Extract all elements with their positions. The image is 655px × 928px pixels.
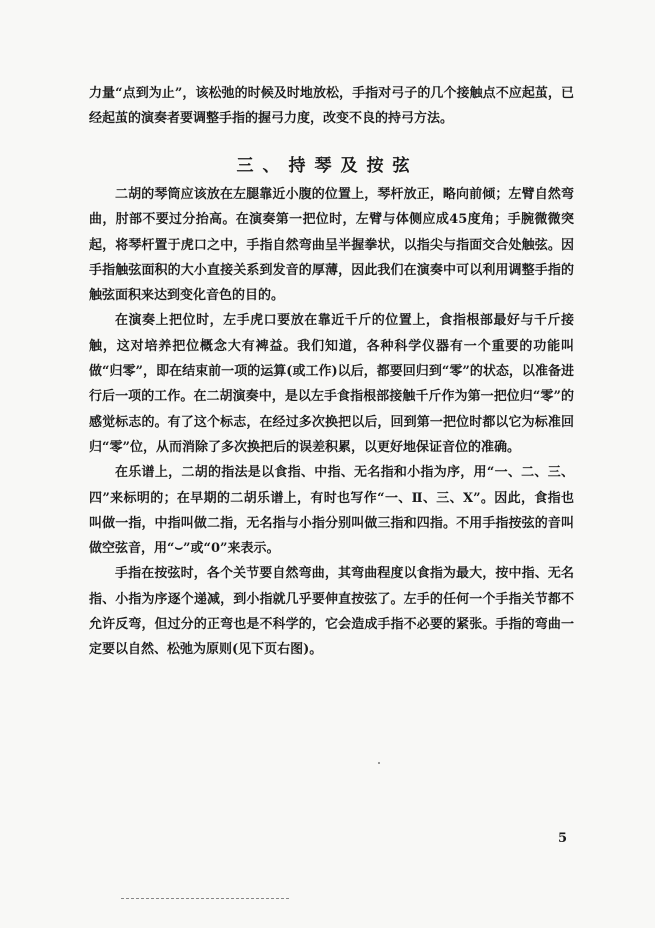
scan-speck [378, 762, 380, 764]
paragraph-4: 手指在按弦时，各个关节要自然弯曲，其弯曲程度以食指为最大，按中指、无名指、小指为序逐个递减，到小指就几乎要伸直按弦了。左手的任何一个手指关节都不允许反弯，但过分的正弯也是不科学的，它会造成手指不必要的紧张。手指的弯曲一定要以自然、松弛为原则(见下页右图)。 [89, 566, 574, 658]
paragraph-3: 在乐谱上，二胡的指法是以食指、中指、无名指和小指为序，用“一、二、三、四”来标明的；在早期的二胡乐谱上，有时也写作“一、Ⅱ、三、X”。因此，食指也叫做一指，中指叫做二指，无名指与小指分别叫做三指和四指。不用手指按弦的音叫做空弦音，用“⌣”或“0”来表示。 [89, 465, 574, 557]
scan-artifact-line [121, 898, 289, 899]
page-number: 5 [557, 831, 567, 846]
paragraph-1: 二胡的琴筒应该放在左腿靠近小腹的位置上，琴杆放正，略向前倾；左臂自然弯曲，肘部不要过分抬高。在演奏第一把位时，左臂与体侧应成45度角；手腕微微突起，将琴杆置于虎口之中，手指自然弯曲呈半握拳状，以指尖与指面交合处触弦。因手指触弦面积的大小直接关系到发音的厚薄，因此我们在演奏中可以利用调整手指的触弦面积来达到变化音色的目的。 [89, 187, 574, 304]
section-body [89, 182, 574, 663]
top-paragraph: 力量“点到为止”，该松弛的时候及时地放松，手指对弓子的几个接触点不应起茧，已经起茧的演奏者要调整手指的握弓力度，改变不良的持弓方法。 [89, 86, 574, 127]
section-heading: 三、持琴及按弦 [236, 156, 419, 176]
paragraph-2: 在演奏上把位时，左手虎口要放在靠近千斤的位置上，食指根部最好与千斤接触，这对培养把位概念大有裨益。我们知道，各种科学仪器有一个重要的功能叫做“归零”，即在结束前一项的运算(或工作)以后，都要回归到“零”的状态，以准备进行后一项的工作。在二胡演奏中，是以左手食指根部接触千斤作为第一把位归“零”的感觉标志的。有了这个标志，在经过多次换把以后，回到第一把位时都以它为标准回归“零”位，从而消除了多次换把后的误差积累，以更好地保证音位的准确。 [89, 313, 574, 455]
